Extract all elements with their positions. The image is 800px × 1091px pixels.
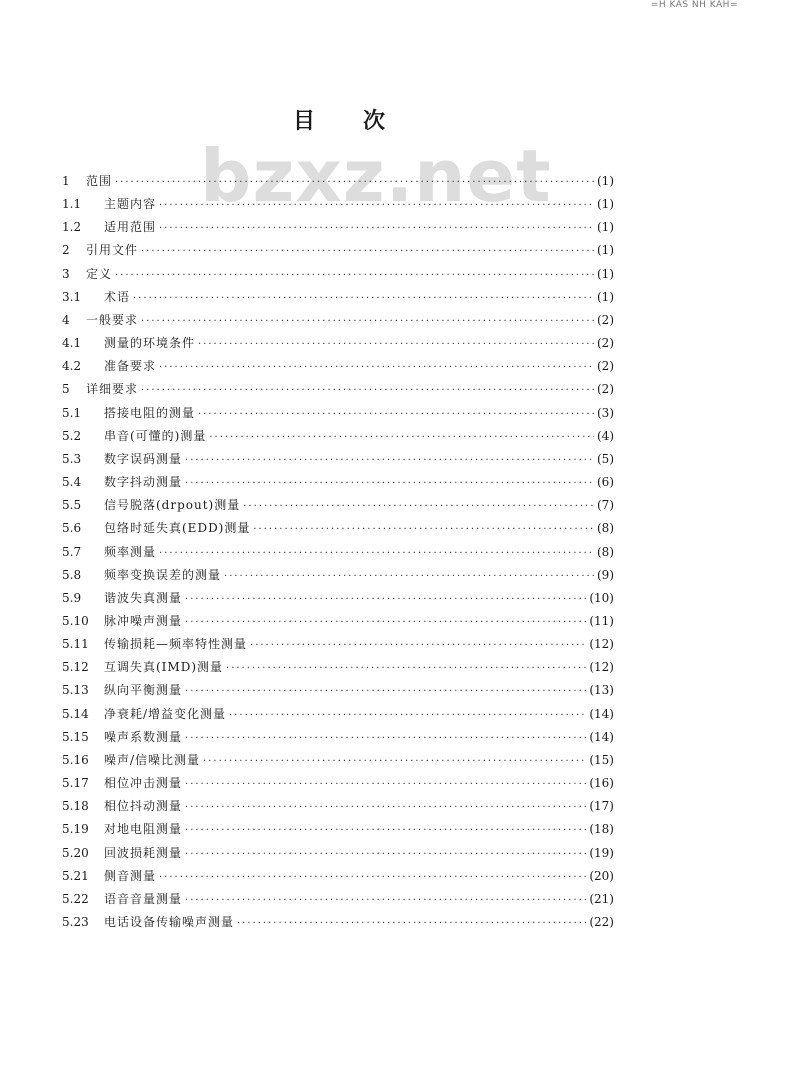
toc-entry <box>62 610 614 633</box>
toc-entry <box>62 911 614 934</box>
toc-entry-number: 1.1 <box>62 197 82 212</box>
toc-leader-dots <box>185 773 586 795</box>
toc-entry-number: 1.2 <box>62 220 82 235</box>
toc-entry-number: 5.17 <box>62 776 89 791</box>
toc-entry <box>62 170 614 193</box>
toc-leader-dots <box>115 264 594 286</box>
toc-entry <box>62 263 614 286</box>
toc-entry <box>62 703 614 726</box>
toc-entry-label: 互调失真(IMD)测量 <box>104 660 224 675</box>
toc-entry-number: 4.2 <box>62 359 82 374</box>
toc-entry <box>62 309 614 332</box>
toc-leader-dots <box>159 217 594 239</box>
toc-entry-page: (21) <box>589 891 614 906</box>
toc-entry-number: 5.2 <box>62 428 82 443</box>
toc-entry-number: 5.20 <box>62 845 89 860</box>
toc-entry-label: 传输损耗—频率特性测量 <box>104 637 248 652</box>
toc-entry <box>62 471 614 494</box>
toc-entry-label: 对地电阻测量 <box>104 822 183 837</box>
toc-entry <box>62 772 614 795</box>
toc-entry-label: 电话设备传输噪声测量 <box>104 915 235 929</box>
toc-leader-dots <box>185 727 586 749</box>
toc-leader-dots <box>185 588 586 610</box>
toc-entry-label: 术语 <box>104 289 131 304</box>
toc-entry-label: 侧音测量 <box>104 868 157 883</box>
toc-entry-page: (7) <box>597 498 614 513</box>
toc-entry <box>62 425 614 448</box>
toc-leader-dots <box>185 680 586 702</box>
toc-leader-dots <box>185 611 586 633</box>
toc-entry-number: 5.9 <box>62 590 82 605</box>
toc-entry <box>62 842 614 865</box>
toc-entry <box>62 517 614 540</box>
toc-entry-page: (1) <box>597 243 614 258</box>
toc-leader-dots <box>133 287 594 309</box>
toc-leader-dots <box>159 542 594 564</box>
toc-entry <box>62 726 614 749</box>
toc-entry-page: (4) <box>597 428 614 443</box>
toc-entry-number: 4.1 <box>62 336 82 351</box>
toc-entry-number: 5.22 <box>62 891 89 906</box>
toc-entry-page: (19) <box>589 845 614 860</box>
toc-leader-dots <box>237 912 586 934</box>
toc-leader-dots <box>203 750 586 772</box>
toc-entry-page: (3) <box>597 405 614 420</box>
toc-entry-number: 5.23 <box>62 915 89 929</box>
toc-leader-dots <box>159 356 594 378</box>
toc-entry-number: 5.14 <box>62 706 89 721</box>
toc-entry-page: (8) <box>597 521 614 536</box>
toc-entry-page: (11) <box>589 613 614 628</box>
toc-entry-page: (15) <box>589 752 614 767</box>
toc-entry-number: 5.1 <box>62 405 82 420</box>
toc-entry-number: 3.1 <box>62 289 82 304</box>
toc-entry-page: (17) <box>589 799 614 814</box>
toc-entry <box>62 216 614 239</box>
toc-entry-label: 频率测量 <box>104 544 157 559</box>
toc-entry-label: 一般要求 <box>86 312 139 327</box>
toc-entry-page: (5) <box>597 451 614 466</box>
toc-entry-page: (10) <box>589 590 614 605</box>
toc-entry-page: (22) <box>589 915 614 929</box>
toc-entry <box>62 587 614 610</box>
page-title-part2: 次 <box>363 109 386 134</box>
toc-leader-dots <box>243 495 594 517</box>
toc-leader-dots <box>159 866 586 888</box>
toc-entry-label: 引用文件 <box>86 243 139 258</box>
toc-entry-label: 相位冲击测量 <box>104 776 183 791</box>
toc-entry-label: 净衰耗/增益变化测量 <box>104 706 227 721</box>
toc-entry-number: 5.12 <box>62 660 89 675</box>
toc-entry-page: (13) <box>589 683 614 698</box>
toc-entry-page: (1) <box>597 197 614 212</box>
running-head: =H KAS NH KAH= <box>650 0 738 10</box>
toc-entry-label: 噪声/信噪比测量 <box>104 752 201 767</box>
toc-leader-dots <box>229 704 586 726</box>
toc-entry <box>62 355 614 378</box>
toc-leader-dots <box>224 565 594 587</box>
toc-entry <box>62 541 614 564</box>
toc-entry-number: 5.18 <box>62 799 89 814</box>
toc-entry <box>62 656 614 679</box>
table-of-contents <box>62 170 614 934</box>
toc-entry-number: 5.4 <box>62 475 82 490</box>
toc-entry-page: (14) <box>589 729 614 744</box>
toc-entry-label: 准备要求 <box>104 359 157 374</box>
toc-entry-number: 5.10 <box>62 613 89 628</box>
toc-entry-page: (1) <box>597 220 614 235</box>
toc-entry <box>62 193 614 216</box>
toc-entry <box>62 239 614 262</box>
toc-leader-dots <box>185 449 594 471</box>
toc-entry-page: (12) <box>589 637 614 652</box>
toc-leader-dots <box>185 889 586 911</box>
toc-entry-label: 定义 <box>86 266 113 281</box>
toc-entry-page: (16) <box>589 776 614 791</box>
toc-entry <box>62 402 614 425</box>
toc-entry-page: (2) <box>597 336 614 351</box>
toc-leader-dots <box>198 403 594 425</box>
toc-entry <box>62 888 614 911</box>
toc-entry-number: 5.7 <box>62 544 82 559</box>
toc-entry-number: 5.8 <box>62 567 82 582</box>
toc-leader-dots <box>141 240 594 262</box>
toc-entry-label: 谐波失真测量 <box>104 590 183 605</box>
toc-entry-label: 频率变换误差的测量 <box>104 567 222 582</box>
toc-entry-label: 范围 <box>86 174 113 188</box>
toc-leader-dots <box>141 310 594 332</box>
toc-entry-page: (20) <box>589 868 614 883</box>
toc-entry <box>62 865 614 888</box>
toc-entry-number: 4 <box>62 312 70 327</box>
toc-entry-label: 相位抖动测量 <box>104 799 183 814</box>
toc-entry-label: 纵向平衡测量 <box>104 683 183 698</box>
toc-entry-page: (1) <box>597 266 614 281</box>
toc-entry-page: (2) <box>597 359 614 374</box>
toc-leader-dots <box>159 194 594 216</box>
toc-leader-dots <box>250 634 586 656</box>
toc-entry-label: 回波损耗测量 <box>104 845 183 860</box>
toc-entry-number: 5.6 <box>62 521 82 536</box>
toc-entry-number: 5.3 <box>62 451 82 466</box>
toc-entry-label: 搭接电阻的测量 <box>104 405 196 420</box>
toc-entry-number: 1 <box>62 174 70 188</box>
toc-entry-number: 5.11 <box>62 637 89 652</box>
toc-leader-dots <box>141 379 594 401</box>
toc-entry <box>62 818 614 841</box>
page-title <box>0 104 678 135</box>
toc-entry-number: 5.5 <box>62 498 82 513</box>
toc-entry-number: 5.21 <box>62 868 89 883</box>
toc-entry <box>62 448 614 471</box>
toc-entry-label: 语音音量测量 <box>104 891 183 906</box>
toc-entry <box>62 332 614 355</box>
watermark: bzxz.net <box>200 134 552 218</box>
toc-entry-label: 噪声系数测量 <box>104 729 183 744</box>
toc-entry-label: 适用范围 <box>104 220 157 235</box>
toc-entry-label: 详细要求 <box>86 382 139 397</box>
toc-entry-page: (12) <box>589 660 614 675</box>
toc-entry-number: 5.16 <box>62 752 89 767</box>
toc-entry <box>62 564 614 587</box>
toc-entry-page: (14) <box>589 706 614 721</box>
toc-leader-dots <box>209 426 594 448</box>
toc-entry-page: (2) <box>597 382 614 397</box>
toc-entry-page: (8) <box>597 544 614 559</box>
toc-entry <box>62 494 614 517</box>
toc-entry-label: 测量的环境条件 <box>104 336 196 351</box>
toc-entry-label: 主题内容 <box>104 197 157 212</box>
toc-entry-number: 5.13 <box>62 683 89 698</box>
toc-entry-number: 2 <box>62 243 70 258</box>
toc-entry-page: (1) <box>597 289 614 304</box>
toc-entry-number: 5.15 <box>62 729 89 744</box>
toc-entry <box>62 749 614 772</box>
toc-leader-dots <box>198 333 594 355</box>
toc-entry-page: (6) <box>597 475 614 490</box>
toc-entry <box>62 286 614 309</box>
toc-entry-label: 数字抖动测量 <box>104 475 183 490</box>
toc-leader-dots <box>115 171 594 193</box>
toc-leader-dots <box>185 472 594 494</box>
toc-leader-dots <box>253 518 594 540</box>
toc-entry-label: 脉冲噪声测量 <box>104 613 183 628</box>
toc-entry <box>62 679 614 702</box>
toc-leader-dots <box>185 796 586 818</box>
toc-leader-dots <box>185 819 586 841</box>
toc-entry <box>62 795 614 818</box>
toc-leader-dots <box>226 657 586 679</box>
toc-entry-number: 5 <box>62 382 70 397</box>
toc-entry <box>62 378 614 401</box>
toc-entry-page: (1) <box>597 174 614 188</box>
toc-entry-number: 3 <box>62 266 70 281</box>
page-title-part1: 目 <box>292 109 315 134</box>
toc-entry <box>62 633 614 656</box>
toc-entry-page: (2) <box>597 312 614 327</box>
toc-entry-label: 包络时延失真(EDD)测量 <box>104 521 251 536</box>
toc-entry-label: 数字误码测量 <box>104 451 183 466</box>
toc-entry-page: (9) <box>597 567 614 582</box>
toc-entry-label: 信号脱落(drpout)测量 <box>104 498 241 513</box>
toc-entry-label: 串音(可懂的)测量 <box>104 428 207 443</box>
toc-leader-dots <box>185 843 586 865</box>
toc-entry-page: (18) <box>589 822 614 837</box>
toc-entry-number: 5.19 <box>62 822 89 837</box>
